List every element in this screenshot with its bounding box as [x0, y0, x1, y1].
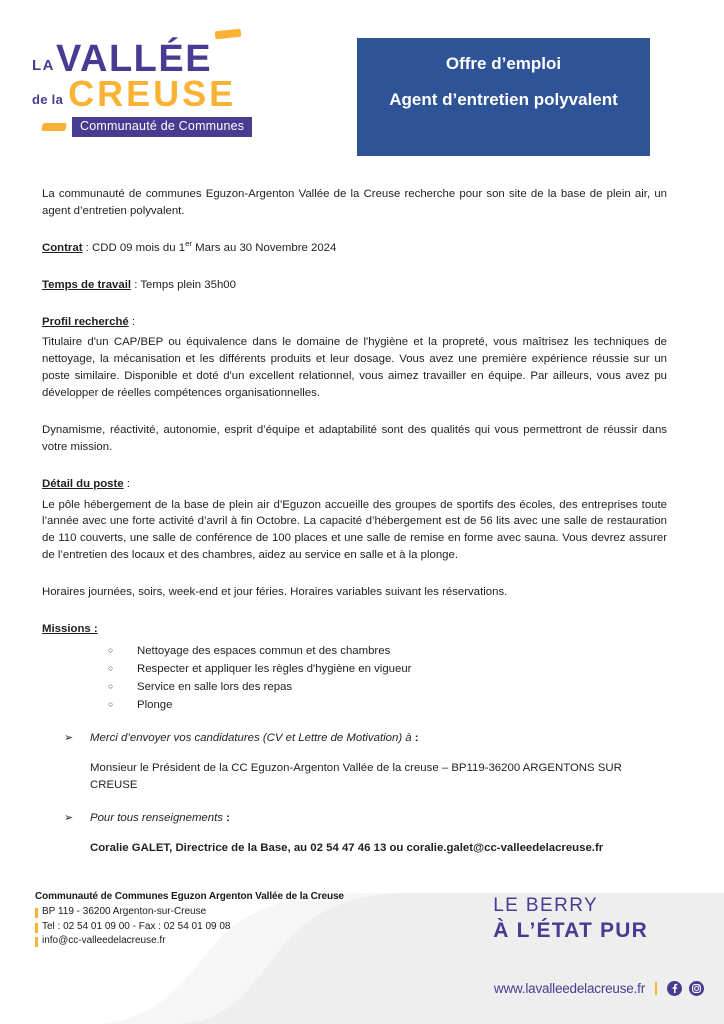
information-arrow-line	[64, 810, 667, 827]
list-item: ○ Plonge	[108, 696, 667, 714]
footer-phone: Tel : 02 54 01 09 00 - Fax : 02 54 01 09 08	[35, 920, 344, 935]
missions-label: Missions :	[42, 622, 98, 635]
worktime-value: Temps plein 35h00	[140, 278, 236, 291]
list-item: ○ Respecter et appliquer les règles d'hygiène en vigueur	[108, 660, 667, 678]
profile-label: Profil recherché	[42, 315, 129, 328]
contract-label: Contrat	[42, 241, 83, 254]
spacer	[42, 612, 667, 621]
footer-contact-info	[35, 890, 344, 949]
instagram-icon[interactable]	[689, 981, 704, 996]
job-detail-paragraph: Le pôle hébergement de la base de plein air d’Eguzon accueille des groupes de sportifs des écoles, des entreprises toute l’année avec une forte activité d’avril à fin Octobre. La capacité d’hébergement est de 56 lits avec une salle de restauration de 110 couverts, une salle de conférence de 100 places et une salle de remise en forme avec sauna. Vous devrez assurer de l’entretien des locaux et des chambres, aidez au service en salle et à la plonge.	[42, 498, 667, 562]
application-arrow-line	[64, 730, 667, 747]
worktime-separator: :	[131, 278, 141, 291]
document-body	[42, 186, 667, 857]
job-detail-separator: :	[123, 477, 130, 490]
berry-slogan	[493, 894, 648, 944]
qualities-paragraph: Dynamisme, réactivité, autonomie, esprit d’équipe et adaptabilité sont des qualités qui vous permettront de réussir dans votre mission.	[42, 423, 667, 453]
berry-slogan-line1: LE BERRY	[493, 895, 599, 916]
missions-list	[42, 642, 667, 714]
job-title-line2: Agent d’entretien polyvalent	[389, 90, 618, 110]
web-separator	[655, 982, 657, 995]
information-arrow-text: Pour tous renseignements	[90, 812, 223, 825]
logo-line-vallee	[32, 36, 257, 80]
document-header	[0, 0, 724, 175]
footer-address: BP 119 - 36200 Argenton-sur-Creuse	[35, 905, 344, 920]
information-block	[42, 810, 667, 857]
document-footer	[0, 860, 724, 1024]
spacer	[42, 231, 667, 240]
website-link[interactable]: www.lavalleedelacreuse.fr	[493, 981, 645, 996]
spacer	[42, 575, 667, 584]
logo-vallee-de-la-creuse	[32, 36, 257, 137]
missions-heading	[42, 621, 667, 638]
contract-separator: :	[82, 241, 92, 254]
facebook-icon[interactable]	[667, 981, 682, 996]
schedule-paragraph: Horaires journées, soirs, week-end et jour féries. Horaires variables suivant les réservations.	[42, 586, 508, 598]
application-arrow-suffix: :	[411, 731, 419, 744]
spacer	[42, 413, 667, 422]
logo-text-vallee: VALLÉE	[56, 37, 213, 80]
job-title-banner	[357, 38, 650, 156]
application-address: Monsieur le Président de la CC Eguzon-Argenton Vallée de la creuse – BP119-36200 ARGENTONS SUR CREUSE	[90, 761, 622, 792]
list-item: ○ Service en salle lors des repas	[108, 678, 667, 696]
logo-text-creuse: CREUSE	[68, 73, 237, 115]
information-arrow-suffix: :	[222, 812, 230, 825]
contract-line	[42, 240, 667, 257]
logo-accent-dash-icon	[215, 29, 242, 40]
worktime-label: Temps de travail	[42, 278, 132, 291]
spacer	[42, 467, 667, 476]
profile-heading	[42, 314, 667, 331]
application-arrow-text: Merci d’envoyer vos candidatures (CV et Lettre de Motivation) à	[90, 731, 412, 744]
profile-separator: :	[128, 315, 136, 328]
worktime-line	[42, 277, 667, 294]
logo-tagline-text: Communauté de Communes	[72, 117, 252, 137]
job-title-line1: Offre d’emploi	[445, 54, 562, 73]
berry-slogan-line2: À L’ÉTAT PUR	[493, 918, 648, 942]
spacer	[42, 305, 667, 314]
application-block	[42, 730, 667, 794]
profile-paragraph: Titulaire d'un CAP/BEP ou équivalence dans le domaine de l'hygiène et la propreté, vous maîtrisez les techniques de nettoyage, la mécanisation et les différents produits et leur dosage. Vous avez une première expérience réussie sur un poste similaire. Disponible et doté d'un excellent relationnel, vous aimez travailler en équipe. Par ailleurs, vous avez pu développer de réelles compétences organisationnelles.	[42, 336, 667, 399]
footer-web-row	[494, 981, 704, 996]
logo-text-la: LA	[32, 57, 55, 74]
list-item: ○ Nettoyage des espaces commun et des chambres	[108, 642, 667, 660]
footer-email: info@cc-valleedelacreuse.fr	[35, 934, 344, 949]
information-contact: Coralie GALET, Directrice de la Base, au 02 54 47 46 13 ou coralie.galet@cc-valleedelacreuse.fr	[90, 842, 604, 855]
contract-value-superscript: er	[185, 238, 192, 248]
logo-text-de-la: de la	[32, 92, 64, 107]
logo-dash-icon	[41, 123, 67, 131]
contract-value-post: Mars au 30 Novembre 2024	[191, 241, 337, 254]
job-detail-label: Détail du poste	[42, 477, 124, 490]
footer-org-name: Communauté de Communes Eguzon Argenton Vallée de la Creuse	[35, 891, 344, 902]
intro-paragraph: La communauté de communes Eguzon-Argenton Vallée de la Creuse recherche pour son site de la base de plein air, un agent d’entretien polyvalent.	[42, 188, 667, 217]
job-detail-heading	[42, 476, 667, 493]
logo-line-tagline	[42, 117, 257, 137]
spacer	[42, 268, 667, 277]
contract-value-pre: CDD 09 mois du 1	[92, 241, 186, 254]
